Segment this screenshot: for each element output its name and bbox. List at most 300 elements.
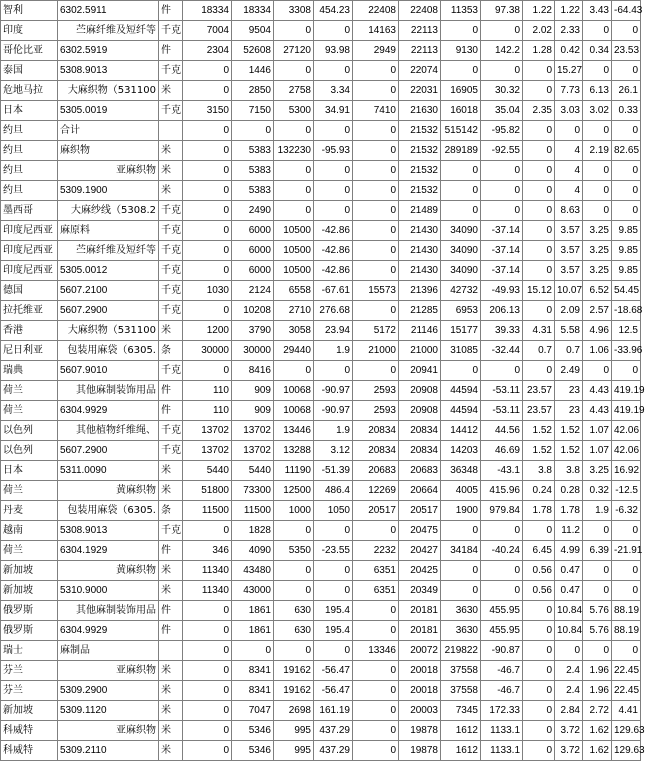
value-cell[interactable]: 20517 [353, 501, 399, 521]
value-cell[interactable]: 0 [353, 81, 399, 101]
value-cell[interactable]: -12.5 [612, 481, 641, 501]
country-cell[interactable]: 香港 [1, 321, 58, 341]
value-cell[interactable]: 0 [274, 21, 314, 41]
value-cell[interactable]: 1000 [274, 501, 314, 521]
value-cell[interactable]: 0 [314, 201, 353, 221]
value-cell[interactable]: -53.11 [481, 381, 523, 401]
unit-cell[interactable]: 米 [159, 721, 183, 741]
value-cell[interactable]: 2.02 [523, 21, 555, 41]
value-cell[interactable]: 0 [583, 521, 612, 541]
country-cell[interactable]: 德国 [1, 281, 58, 301]
value-cell[interactable]: 415.96 [481, 481, 523, 501]
value-cell[interactable]: 9.85 [612, 241, 641, 261]
hs-code-cell[interactable]: 5309.2110 [58, 741, 159, 761]
value-cell[interactable]: 0 [481, 521, 523, 541]
country-cell[interactable]: 新加坡 [1, 701, 58, 721]
value-cell[interactable]: 0 [523, 721, 555, 741]
value-cell[interactable]: 0 [183, 61, 232, 81]
value-cell[interactable]: 9.85 [612, 221, 641, 241]
value-cell[interactable]: 37558 [441, 661, 481, 681]
value-cell[interactable]: 20181 [399, 601, 441, 621]
value-cell[interactable]: 4.31 [523, 321, 555, 341]
value-cell[interactable]: 0 [314, 121, 353, 141]
hs-code-cell[interactable]: 5309.1900 [58, 181, 159, 201]
value-cell[interactable]: 0 [314, 641, 353, 661]
country-cell[interactable]: 智利 [1, 1, 58, 21]
value-cell[interactable]: -56.47 [314, 661, 353, 681]
value-cell[interactable]: 21430 [399, 261, 441, 281]
hs-code-cell[interactable]: 5311.0090 [58, 461, 159, 481]
unit-cell[interactable]: 米 [159, 81, 183, 101]
value-cell[interactable]: 0 [441, 561, 481, 581]
value-cell[interactable]: 6558 [274, 281, 314, 301]
value-cell[interactable]: 44594 [441, 381, 481, 401]
value-cell[interactable]: -51.39 [314, 461, 353, 481]
hs-code-cell[interactable]: 6302.5911 [58, 1, 159, 21]
value-cell[interactable]: 4090 [232, 541, 274, 561]
value-cell[interactable]: 20834 [399, 441, 441, 461]
value-cell[interactable]: 0 [274, 561, 314, 581]
value-cell[interactable]: 0 [232, 641, 274, 661]
value-cell[interactable]: 0 [612, 561, 641, 581]
value-cell[interactable]: 44.56 [481, 421, 523, 441]
value-cell[interactable]: 979.84 [481, 501, 523, 521]
value-cell[interactable]: 13702 [232, 421, 274, 441]
value-cell[interactable]: 419.19 [612, 401, 641, 421]
value-cell[interactable]: 1.07 [583, 441, 612, 461]
value-cell[interactable]: 195.4 [314, 621, 353, 641]
value-cell[interactable]: 0.56 [523, 561, 555, 581]
value-cell[interactable]: 0 [441, 61, 481, 81]
value-cell[interactable]: 12.5 [612, 321, 641, 341]
value-cell[interactable]: 455.95 [481, 621, 523, 641]
value-cell[interactable]: 21146 [399, 321, 441, 341]
value-cell[interactable]: -42.86 [314, 241, 353, 261]
value-cell[interactable]: 454.23 [314, 1, 353, 21]
value-cell[interactable]: 1.78 [523, 501, 555, 521]
unit-cell[interactable]: 千克 [159, 361, 183, 381]
value-cell[interactable]: 3.8 [555, 461, 583, 481]
value-cell[interactable]: 0 [314, 61, 353, 81]
value-cell[interactable]: 5383 [232, 161, 274, 181]
value-cell[interactable]: 0 [274, 361, 314, 381]
value-cell[interactable]: 0.32 [583, 481, 612, 501]
country-cell[interactable]: 瑞典 [1, 361, 58, 381]
value-cell[interactable]: 4 [555, 161, 583, 181]
value-cell[interactable]: 23.94 [314, 321, 353, 341]
value-cell[interactable]: 0 [612, 121, 641, 141]
value-cell[interactable]: 0 [183, 601, 232, 621]
value-cell[interactable]: 23 [555, 381, 583, 401]
value-cell[interactable]: 3.25 [583, 261, 612, 281]
product-description-cell[interactable]: 合计 [58, 121, 159, 141]
value-cell[interactable]: 0 [183, 81, 232, 101]
unit-cell[interactable]: 千克 [159, 61, 183, 81]
value-cell[interactable]: -90.97 [314, 381, 353, 401]
value-cell[interactable]: 20181 [399, 621, 441, 641]
value-cell[interactable]: 10.84 [555, 601, 583, 621]
value-cell[interactable]: 20425 [399, 561, 441, 581]
value-cell[interactable]: 129.63 [612, 741, 641, 761]
product-description-cell[interactable]: 麻原料 [58, 221, 159, 241]
value-cell[interactable]: 21532 [399, 181, 441, 201]
product-description-cell[interactable]: 麻织物 [58, 141, 159, 161]
value-cell[interactable]: 0 [353, 201, 399, 221]
hs-code-cell[interactable]: 6304.9929 [58, 401, 159, 421]
value-cell[interactable]: 437.29 [314, 741, 353, 761]
unit-cell[interactable]: 千克 [159, 301, 183, 321]
value-cell[interactable]: 0 [481, 181, 523, 201]
unit-cell[interactable] [159, 641, 183, 661]
value-cell[interactable]: 21489 [399, 201, 441, 221]
value-cell[interactable]: 0 [183, 261, 232, 281]
value-cell[interactable]: -49.93 [481, 281, 523, 301]
value-cell[interactable]: 7047 [232, 701, 274, 721]
value-cell[interactable]: 11500 [183, 501, 232, 521]
value-cell[interactable]: -90.97 [314, 401, 353, 421]
hs-code-cell[interactable]: 5607.2100 [58, 281, 159, 301]
value-cell[interactable]: 2304 [183, 41, 232, 61]
value-cell[interactable]: 37558 [441, 681, 481, 701]
value-cell[interactable]: 11353 [441, 1, 481, 21]
value-cell[interactable]: 7.73 [555, 81, 583, 101]
unit-cell[interactable]: 千克 [159, 21, 183, 41]
value-cell[interactable]: 30000 [183, 341, 232, 361]
value-cell[interactable]: 0 [183, 241, 232, 261]
value-cell[interactable]: 486.4 [314, 481, 353, 501]
value-cell[interactable]: 0 [183, 121, 232, 141]
value-cell[interactable]: -67.61 [314, 281, 353, 301]
value-cell[interactable]: 20834 [353, 421, 399, 441]
value-cell[interactable]: 0 [314, 361, 353, 381]
country-cell[interactable]: 越南 [1, 521, 58, 541]
value-cell[interactable]: 5.58 [555, 321, 583, 341]
value-cell[interactable]: 172.33 [481, 701, 523, 721]
value-cell[interactable]: 3630 [441, 621, 481, 641]
value-cell[interactable]: 22.45 [612, 661, 641, 681]
value-cell[interactable]: 0 [523, 661, 555, 681]
value-cell[interactable]: 7410 [353, 101, 399, 121]
country-cell[interactable]: 芬兰 [1, 681, 58, 701]
value-cell[interactable]: 10208 [232, 301, 274, 321]
value-cell[interactable]: 6953 [441, 301, 481, 321]
unit-cell[interactable]: 千克 [159, 101, 183, 121]
value-cell[interactable]: 34184 [441, 541, 481, 561]
value-cell[interactable]: 9504 [232, 21, 274, 41]
value-cell[interactable]: 9130 [441, 41, 481, 61]
country-cell[interactable]: 荷兰 [1, 541, 58, 561]
product-description-cell[interactable]: 苎麻纤维及短纤等 [58, 241, 159, 261]
value-cell[interactable]: 3.34 [314, 81, 353, 101]
value-cell[interactable]: 21396 [399, 281, 441, 301]
value-cell[interactable]: 0 [523, 61, 555, 81]
value-cell[interactable]: 7004 [183, 21, 232, 41]
value-cell[interactable]: 0 [555, 641, 583, 661]
value-cell[interactable]: 0 [353, 521, 399, 541]
value-cell[interactable]: 0 [523, 521, 555, 541]
value-cell[interactable]: 0 [274, 581, 314, 601]
value-cell[interactable]: -18.68 [612, 301, 641, 321]
value-cell[interactable]: 21532 [399, 141, 441, 161]
value-cell[interactable]: -33.96 [612, 341, 641, 361]
value-cell[interactable]: 2710 [274, 301, 314, 321]
value-cell[interactable]: 22408 [399, 1, 441, 21]
value-cell[interactable]: 3630 [441, 601, 481, 621]
value-cell[interactable]: 5.76 [583, 621, 612, 641]
value-cell[interactable]: 31085 [441, 341, 481, 361]
value-cell[interactable]: 44594 [441, 401, 481, 421]
value-cell[interactable]: 2124 [232, 281, 274, 301]
value-cell[interactable]: 1.52 [555, 441, 583, 461]
value-cell[interactable]: 0 [274, 201, 314, 221]
value-cell[interactable]: 8.63 [555, 201, 583, 221]
value-cell[interactable]: 0 [523, 681, 555, 701]
value-cell[interactable]: 0 [523, 261, 555, 281]
value-cell[interactable]: -64.43 [612, 1, 641, 21]
country-cell[interactable]: 印度尼西亚 [1, 221, 58, 241]
value-cell[interactable]: 23.53 [612, 41, 641, 61]
value-cell[interactable]: 10500 [274, 221, 314, 241]
country-cell[interactable]: 尼日利亚 [1, 341, 58, 361]
hs-code-cell[interactable]: 6304.9929 [58, 621, 159, 641]
value-cell[interactable]: 4 [555, 181, 583, 201]
value-cell[interactable]: -46.7 [481, 661, 523, 681]
value-cell[interactable]: 1.28 [523, 41, 555, 61]
value-cell[interactable]: 51800 [183, 481, 232, 501]
value-cell[interactable]: 2.33 [555, 21, 583, 41]
value-cell[interactable]: 21532 [399, 121, 441, 141]
value-cell[interactable]: 20908 [399, 381, 441, 401]
value-cell[interactable]: 3.25 [583, 221, 612, 241]
value-cell[interactable]: 0 [314, 581, 353, 601]
value-cell[interactable]: 6000 [232, 241, 274, 261]
unit-cell[interactable]: 米 [159, 561, 183, 581]
value-cell[interactable]: 0 [612, 161, 641, 181]
value-cell[interactable]: 14203 [441, 441, 481, 461]
value-cell[interactable]: 20683 [399, 461, 441, 481]
value-cell[interactable]: 0 [183, 721, 232, 741]
value-cell[interactable]: 3.25 [583, 241, 612, 261]
value-cell[interactable]: 0 [314, 161, 353, 181]
value-cell[interactable]: 0 [353, 221, 399, 241]
value-cell[interactable]: 0 [183, 301, 232, 321]
value-cell[interactable]: 1612 [441, 741, 481, 761]
value-cell[interactable]: 419.19 [612, 381, 641, 401]
value-cell[interactable]: 0 [314, 181, 353, 201]
value-cell[interactable]: 13702 [232, 441, 274, 461]
value-cell[interactable]: -6.32 [612, 501, 641, 521]
value-cell[interactable]: 20349 [399, 581, 441, 601]
value-cell[interactable]: 0 [523, 621, 555, 641]
value-cell[interactable]: 0 [183, 681, 232, 701]
value-cell[interactable]: 18334 [183, 1, 232, 21]
value-cell[interactable]: 82.65 [612, 141, 641, 161]
value-cell[interactable]: 4.43 [583, 381, 612, 401]
hs-code-cell[interactable]: 5310.9000 [58, 581, 159, 601]
value-cell[interactable]: 0 [612, 181, 641, 201]
product-description-cell[interactable]: 其他麻制装饰用品 [58, 381, 159, 401]
value-cell[interactable]: 0 [183, 161, 232, 181]
country-cell[interactable]: 以色列 [1, 421, 58, 441]
value-cell[interactable]: 0 [314, 561, 353, 581]
value-cell[interactable]: 0 [523, 161, 555, 181]
value-cell[interactable]: 0 [353, 141, 399, 161]
unit-cell[interactable]: 千克 [159, 221, 183, 241]
value-cell[interactable]: 0 [274, 641, 314, 661]
value-cell[interactable]: -42.86 [314, 261, 353, 281]
value-cell[interactable]: 0 [481, 361, 523, 381]
value-cell[interactable]: 29440 [274, 341, 314, 361]
value-cell[interactable]: 0 [183, 141, 232, 161]
value-cell[interactable]: 1.07 [583, 421, 612, 441]
value-cell[interactable]: 289189 [441, 141, 481, 161]
value-cell[interactable]: 3.72 [555, 721, 583, 741]
value-cell[interactable]: 0 [612, 21, 641, 41]
unit-cell[interactable]: 条 [159, 341, 183, 361]
value-cell[interactable]: 0 [612, 61, 641, 81]
hs-code-cell[interactable]: 5308.9013 [58, 61, 159, 81]
product-description-cell[interactable]: 麻制品 [58, 641, 159, 661]
value-cell[interactable]: 13702 [183, 441, 232, 461]
value-cell[interactable]: 19162 [274, 681, 314, 701]
country-cell[interactable]: 以色列 [1, 441, 58, 461]
value-cell[interactable]: 0 [353, 601, 399, 621]
value-cell[interactable]: 3.02 [583, 101, 612, 121]
value-cell[interactable]: 2.19 [583, 141, 612, 161]
value-cell[interactable]: 909 [232, 381, 274, 401]
country-cell[interactable]: 荷兰 [1, 381, 58, 401]
value-cell[interactable]: 0 [481, 21, 523, 41]
value-cell[interactable]: 0 [523, 221, 555, 241]
value-cell[interactable]: 27120 [274, 41, 314, 61]
value-cell[interactable]: -42.86 [314, 221, 353, 241]
value-cell[interactable]: 23.57 [523, 401, 555, 421]
value-cell[interactable]: 6000 [232, 261, 274, 281]
value-cell[interactable]: 0.34 [583, 41, 612, 61]
value-cell[interactable]: 630 [274, 601, 314, 621]
value-cell[interactable]: 0 [441, 201, 481, 221]
value-cell[interactable]: 6.39 [583, 541, 612, 561]
value-cell[interactable]: 1900 [441, 501, 481, 521]
unit-cell[interactable]: 件 [159, 541, 183, 561]
value-cell[interactable]: 630 [274, 621, 314, 641]
value-cell[interactable]: 34.91 [314, 101, 353, 121]
value-cell[interactable]: 2698 [274, 701, 314, 721]
value-cell[interactable]: 2850 [232, 81, 274, 101]
product-description-cell[interactable]: 亚麻织物 [58, 721, 159, 741]
value-cell[interactable]: 2232 [353, 541, 399, 561]
value-cell[interactable]: 12500 [274, 481, 314, 501]
country-cell[interactable]: 科威特 [1, 721, 58, 741]
product-description-cell[interactable]: 大麻织物（531100 [58, 321, 159, 341]
value-cell[interactable]: 0 [274, 121, 314, 141]
value-cell[interactable]: 13446 [274, 421, 314, 441]
value-cell[interactable]: 1.9 [314, 421, 353, 441]
value-cell[interactable]: 3.8 [523, 461, 555, 481]
value-cell[interactable]: 8341 [232, 681, 274, 701]
value-cell[interactable]: 909 [232, 401, 274, 421]
country-cell[interactable]: 俄罗斯 [1, 601, 58, 621]
value-cell[interactable]: -23.55 [314, 541, 353, 561]
value-cell[interactable]: 2.4 [555, 681, 583, 701]
hs-code-cell[interactable]: 5305.0019 [58, 101, 159, 121]
unit-cell[interactable]: 米 [159, 741, 183, 761]
value-cell[interactable]: 2.72 [583, 701, 612, 721]
unit-cell[interactable]: 千克 [159, 521, 183, 541]
value-cell[interactable]: 3.72 [555, 741, 583, 761]
value-cell[interactable]: 1.96 [583, 661, 612, 681]
value-cell[interactable]: 346 [183, 541, 232, 561]
unit-cell[interactable]: 件 [159, 381, 183, 401]
unit-cell[interactable]: 件 [159, 401, 183, 421]
value-cell[interactable]: 34090 [441, 261, 481, 281]
value-cell[interactable]: 0 [183, 621, 232, 641]
value-cell[interactable]: -37.14 [481, 261, 523, 281]
value-cell[interactable]: 0 [353, 261, 399, 281]
value-cell[interactable]: 3.57 [555, 221, 583, 241]
value-cell[interactable]: 0.7 [523, 341, 555, 361]
value-cell[interactable]: 39.33 [481, 321, 523, 341]
value-cell[interactable]: 0.47 [555, 561, 583, 581]
value-cell[interactable]: 3.25 [583, 461, 612, 481]
value-cell[interactable]: 30.32 [481, 81, 523, 101]
product-description-cell[interactable]: 大麻织物（531100 [58, 81, 159, 101]
value-cell[interactable]: 2.49 [555, 361, 583, 381]
value-cell[interactable]: 16905 [441, 81, 481, 101]
value-cell[interactable]: 0 [523, 141, 555, 161]
value-cell[interactable]: 219822 [441, 641, 481, 661]
product-description-cell[interactable]: 黄麻织物 [58, 481, 159, 501]
value-cell[interactable]: -43.1 [481, 461, 523, 481]
value-cell[interactable]: 22408 [353, 1, 399, 21]
value-cell[interactable]: 142.2 [481, 41, 523, 61]
value-cell[interactable]: 20003 [399, 701, 441, 721]
value-cell[interactable]: 2.4 [555, 661, 583, 681]
value-cell[interactable]: 2.09 [555, 301, 583, 321]
value-cell[interactable]: 1861 [232, 621, 274, 641]
value-cell[interactable]: 0 [583, 181, 612, 201]
product-description-cell[interactable]: 亚麻织物 [58, 661, 159, 681]
value-cell[interactable]: 1.9 [314, 341, 353, 361]
value-cell[interactable]: 42732 [441, 281, 481, 301]
value-cell[interactable]: 46.69 [481, 441, 523, 461]
country-cell[interactable]: 丹麦 [1, 501, 58, 521]
value-cell[interactable]: 5346 [232, 741, 274, 761]
country-cell[interactable]: 芬兰 [1, 661, 58, 681]
country-cell[interactable]: 约旦 [1, 161, 58, 181]
product-description-cell[interactable]: 黄麻织物 [58, 561, 159, 581]
country-cell[interactable]: 危地马拉 [1, 81, 58, 101]
value-cell[interactable]: 4.43 [583, 401, 612, 421]
value-cell[interactable]: 1.52 [523, 421, 555, 441]
value-cell[interactable]: 0 [183, 641, 232, 661]
value-cell[interactable]: 0 [353, 741, 399, 761]
value-cell[interactable]: 0 [353, 661, 399, 681]
country-cell[interactable]: 约旦 [1, 141, 58, 161]
unit-cell[interactable]: 件 [159, 601, 183, 621]
value-cell[interactable]: 1.52 [523, 441, 555, 461]
value-cell[interactable]: 30000 [232, 341, 274, 361]
value-cell[interactable]: 13702 [183, 421, 232, 441]
value-cell[interactable]: 206.13 [481, 301, 523, 321]
value-cell[interactable]: 21000 [353, 341, 399, 361]
value-cell[interactable]: 1050 [314, 501, 353, 521]
value-cell[interactable]: 1030 [183, 281, 232, 301]
value-cell[interactable]: 0 [523, 361, 555, 381]
value-cell[interactable]: 0 [523, 181, 555, 201]
value-cell[interactable]: 73300 [232, 481, 274, 501]
value-cell[interactable]: 110 [183, 401, 232, 421]
